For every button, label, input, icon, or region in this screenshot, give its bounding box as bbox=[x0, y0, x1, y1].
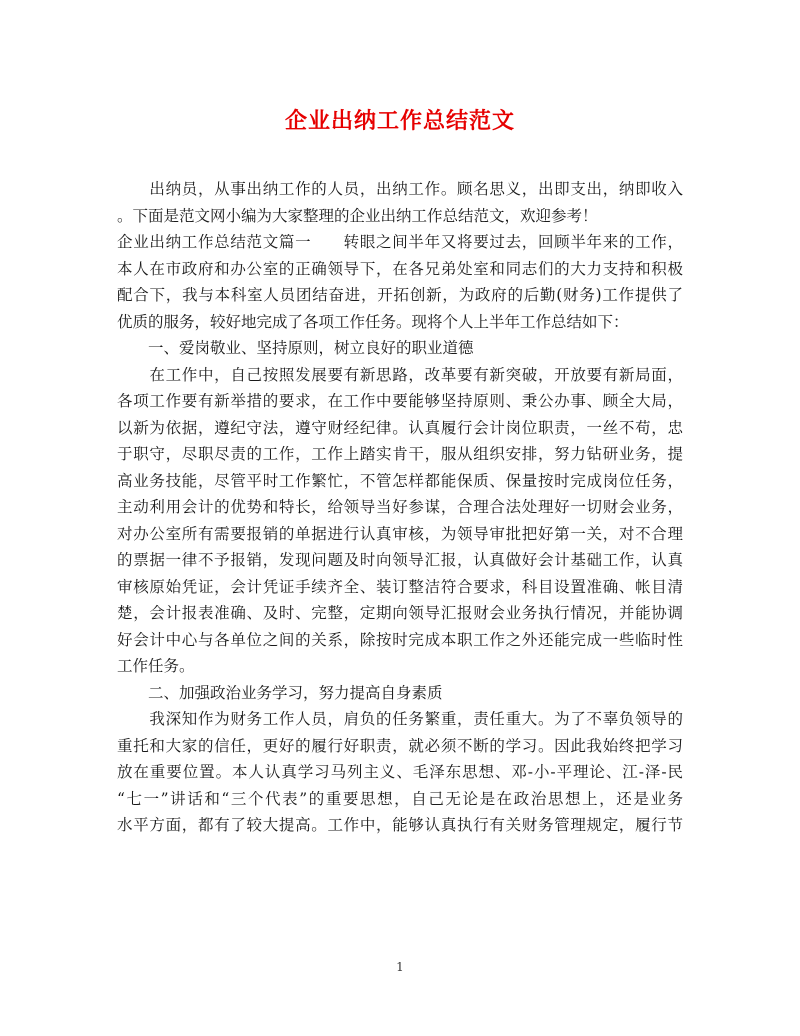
text-line: 对办公室所有需要报销的单据进行认真审核，为领导审批把好第一关，对不合理 bbox=[117, 524, 683, 543]
text-line: 优质的服务，较好地完成了各项工作任务。现将个人上半年工作总结如下： bbox=[117, 312, 629, 331]
text-line: 高业务技能，尽管平时工作繁忙，不管怎样都能保质、保量按时完成岗位任务， bbox=[117, 471, 683, 490]
document-body bbox=[117, 176, 683, 839]
text-line: 审核原始凭证，会计凭证手续齐全、装订整洁符合要求，科目设置准确、帐目清 bbox=[117, 577, 683, 596]
text-line: 企业出纳工作总结范文篇一 转眼之间半年又将要过去，回顾半年来的工作， bbox=[117, 233, 683, 251]
text-line: 楚，会计报表准确、及时、完整，定期向领导汇报财会业务执行情况，并能协调 bbox=[117, 604, 683, 622]
text-line: 一、爱岗敬业、坚持原则，树立良好的职业道德 bbox=[117, 339, 474, 357]
document-title: 企业出纳工作总结范文 bbox=[284, 108, 515, 134]
text-line: 本人在市政府和办公室的正确领导下，在各兄弟处室和同志们的大力支持和积极 bbox=[117, 259, 683, 278]
text-line: 二、加强政治业务学习，努力提高自身素质 bbox=[117, 683, 443, 702]
text-line: 的票据一律不予报销，发现问题及时向领导汇报，认真做好会计基础工作，认真 bbox=[117, 551, 683, 569]
text-line: 在工作中，自己按照发展要有新思路，改革要有新突破，开放要有新局面， bbox=[117, 365, 683, 384]
text-line: 好会计中心与各单位之间的关系，除按时完成本职工作之外还能完成一些临时性 bbox=[117, 630, 683, 649]
text-line: 我深知作为财务工作人员，肩负的任务繁重，责任重大。为了不辜负领导的 bbox=[117, 710, 683, 728]
text-line: 出纳员，从事出纳工作的人员，出纳工作。顾名思义，出即支出，纳即收入 bbox=[117, 180, 683, 198]
text-line: 于职守，尽职尽责的工作，工作上踏实肯干，服从组织安排，努力钻研业务，提 bbox=[117, 445, 683, 463]
text-line: 以新为依据，遵纪守法，遵守财经纪律。认真履行会计岗位职责，一丝不苟，忠 bbox=[117, 418, 683, 437]
text-line: 主动利用会计的优势和特长，给领导当好参谋，合理合法处理好一切财会业务， bbox=[117, 498, 683, 516]
text-line: 各项工作要有新举措的要求，在工作中要能够坚持原则、秉公办事、顾全大局， bbox=[117, 392, 683, 410]
text-line: 工作任务。 bbox=[117, 657, 195, 675]
text-line: 重托和大家的信任，更好的履行好职责，就必须不断的学习。因此我始终把学习 bbox=[117, 736, 683, 755]
text-line: 水平方面，都有了较大提高。工作中，能够认真执行有关财务管理规定，履行节 bbox=[117, 816, 683, 834]
page-number: 1 bbox=[396, 960, 404, 974]
text-line: 配合下，我与本科室人员团结奋进，开拓创新，为政府的后勤(财务)工作提供了 bbox=[117, 286, 683, 304]
text-line: 放在重要位置。本人认真学习马列主义、毛泽东思想、邓-小-平理论、江-泽-民 bbox=[117, 763, 683, 781]
text-line: “七一”讲话和“三个代表”的重要思想，自己无论是在政治思想上，还是业务 bbox=[117, 789, 683, 808]
text-line: 。下面是范文网小编为大家整理的企业出纳工作总结范文，欢迎参考！ bbox=[117, 206, 598, 225]
